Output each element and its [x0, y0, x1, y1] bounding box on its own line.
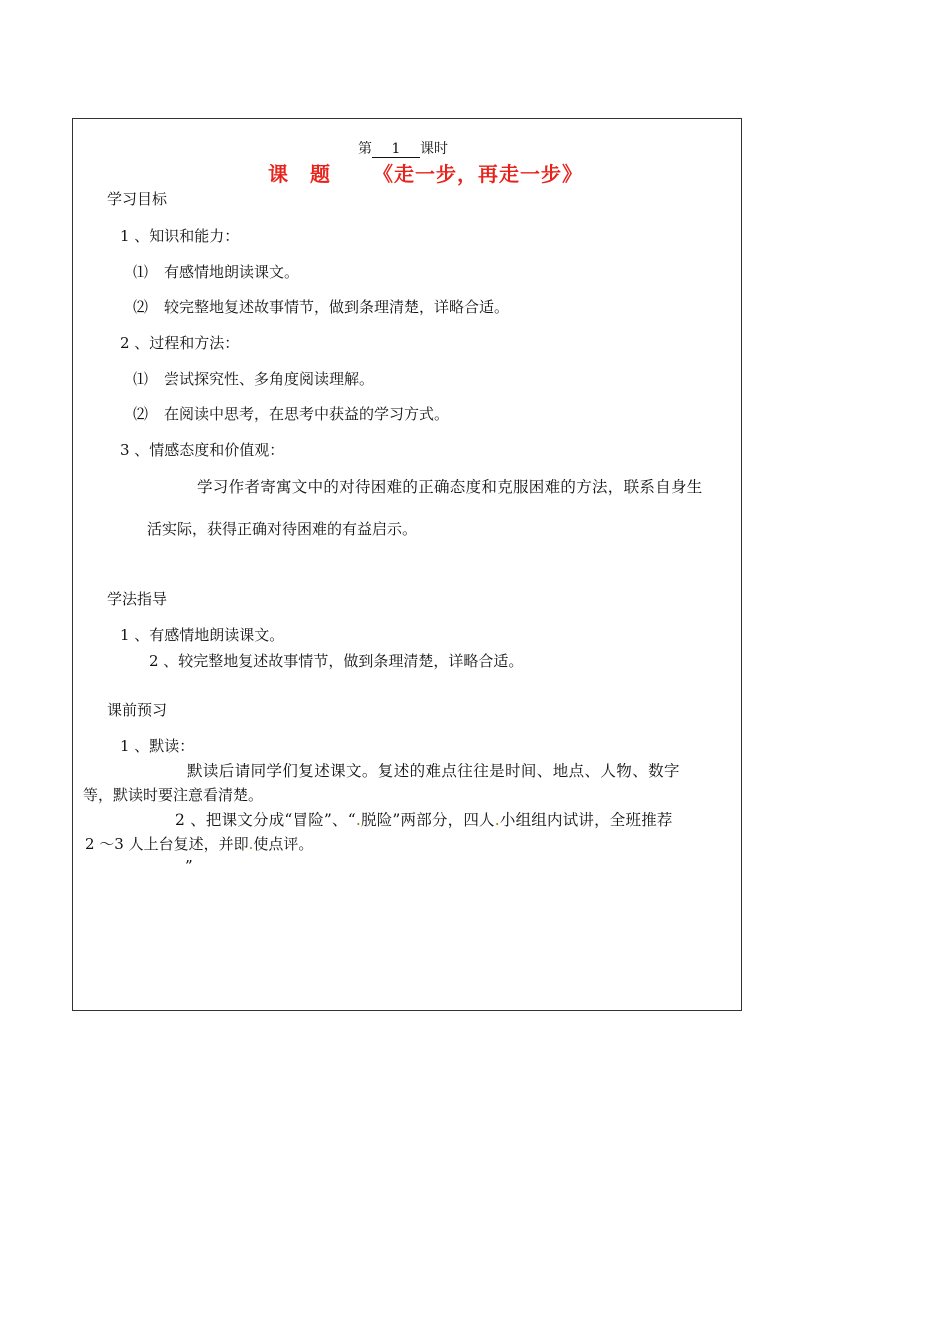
knowledge-item-1: ⑴ 有感情地朗读课文。 — [133, 263, 300, 281]
lesson-number: 1 — [372, 141, 420, 158]
knowledge-item-2: ⑵ 较完整地复述故事情节，做到条理清楚，详略合适。 — [133, 298, 510, 316]
lesson-suffix: 课时 — [420, 141, 448, 157]
preview-item-1-line-1: 默读后请同学们复述课文。复述的难点往往是时间、地点、人物、数字 — [187, 762, 680, 780]
lesson-number-line — [358, 139, 448, 159]
preview-item-2-line-2: 2 ～3 人上台复述，并即.使点评。 — [85, 835, 314, 853]
attitude-line-1: 学习作者寄寓文中的对待困难的正确态度和克服困难的方法，联系自身生 — [197, 478, 703, 496]
preview-item-1-line-2: 等，默读时要注意看清楚。 — [83, 786, 264, 804]
emphasis-dot: . — [355, 811, 362, 829]
method-heading: 学法指导 — [107, 590, 168, 608]
attitude-line-2: 活实际，获得正确对待困难的有益启示。 — [147, 520, 418, 538]
process-item-2: ⑵ 在阅读中思考，在思考中获益的学习方式。 — [133, 405, 450, 423]
method-item-1: 1 、有感情地朗读课文。 — [120, 626, 285, 644]
title-label: 课 题 — [268, 162, 331, 186]
process-label: 2 、过程和方法： — [120, 334, 240, 352]
emphasis-dot: . — [248, 835, 254, 853]
stray-quote: ” — [185, 857, 193, 875]
method-item-2: 2 、较完整地复述故事情节，做到条理清楚，详略合适。 — [149, 652, 524, 670]
process-item-1: ⑴ 尝试探究性、多角度阅读理解。 — [133, 370, 375, 388]
title-text: 《走一步，再走一步》 — [373, 162, 583, 186]
lesson-prefix: 第 — [358, 141, 372, 157]
preview-item-2-line-1: 2 、把课文分成“冒险”、“.脱险”两部分，四人.小组组内试讲，全班推荐 — [175, 811, 673, 829]
lesson-table-border — [72, 118, 742, 1011]
knowledge-label: 1 、知识和能力： — [120, 227, 240, 245]
preview-item-1-label: 1 、默读： — [120, 737, 195, 755]
lesson-title — [268, 160, 583, 188]
goals-heading: 学习目标 — [107, 190, 168, 208]
preview-heading: 课前预习 — [107, 701, 168, 719]
attitude-label: 3 、情感态度和价值观： — [120, 441, 285, 459]
emphasis-dot: . — [494, 811, 500, 829]
